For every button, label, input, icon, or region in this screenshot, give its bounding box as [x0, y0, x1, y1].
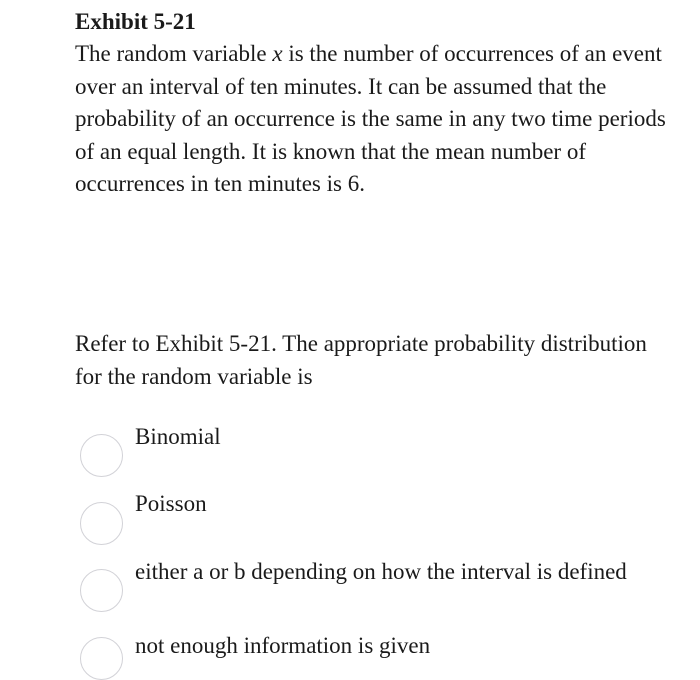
option-label-binomial[interactable]: Binomial — [135, 424, 221, 449]
radio-button-either[interactable] — [80, 569, 123, 612]
option-label-poisson[interactable]: Poisson — [135, 491, 207, 516]
radio-button-binomial[interactable] — [80, 434, 123, 477]
exhibit-text-start: The random variable — [75, 41, 273, 66]
exhibit-variable: x — [272, 41, 283, 66]
option-label-not-enough-info[interactable]: not enough information is given — [135, 633, 431, 658]
option-label-either[interactable]: either a or b depending on how the interval is defined — [135, 559, 627, 584]
question-text: Refer to Exhibit 5-21. The appropriate probability distribution for the random variable is — [75, 331, 647, 389]
exhibit-title: Exhibit 5-21 — [75, 9, 196, 34]
exhibit-text-end: is the number of occurrences of an event over an interval of ten minutes. It can be assumed that the probability of an occurrence is the same in any two time periods of an equal length. It is known that the mean number of occurrences in ten minutes is 6. — [75, 41, 666, 197]
radio-button-poisson[interactable] — [80, 502, 123, 545]
